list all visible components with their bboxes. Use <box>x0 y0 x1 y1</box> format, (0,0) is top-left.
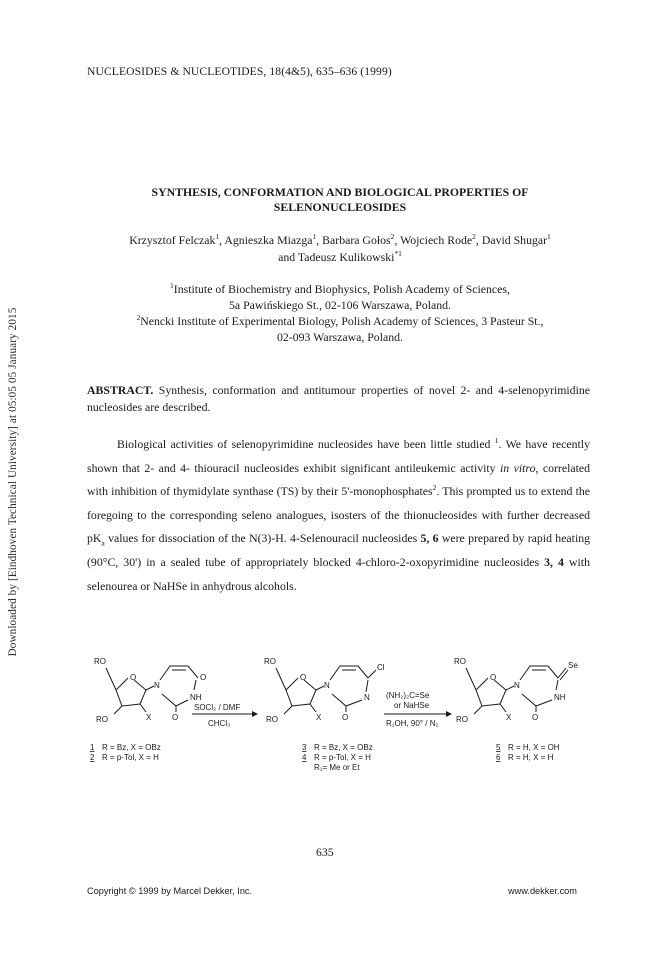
substituent-note: R₁= Me or Et <box>314 763 360 772</box>
structure-3 <box>264 657 385 724</box>
compound-number: 6 <box>496 753 501 762</box>
reagent-label: (NH₂)₂C=Se <box>386 691 430 700</box>
atom-label: O <box>130 673 137 682</box>
reaction-arrow-1 <box>192 703 258 728</box>
author-affiliation-mark: 2 <box>472 232 476 242</box>
author-affiliation-mark: *1 <box>394 249 402 259</box>
author-name: David Shugar <box>481 233 548 247</box>
author-name: Krzysztof Felczak <box>129 233 216 247</box>
title-line-1: SYNTHESIS, CONFORMATION AND BIOLOGICAL PROPERTIES OF <box>151 185 529 199</box>
reference-mark: 2 <box>432 483 437 493</box>
structure-5 <box>454 657 578 724</box>
atom-label: Se <box>568 661 578 670</box>
compound-description: R = Bz, X = OBz <box>314 743 373 752</box>
abstract-text: Synthesis, conformation and antitumour properties of novel 2- and 4-selenopyrimidine nucleosides are described. <box>87 383 590 414</box>
affiliation-1-line-2: 5a Pawińskiego St., 02-106 Warszawa, Poland. <box>229 298 451 312</box>
compound-number: 5, 6 <box>420 531 439 546</box>
author-affiliation-mark: 2 <box>390 232 395 242</box>
reference-mark: 1 <box>494 436 499 446</box>
title-line-2: SELENONUCLEOSIDES <box>273 200 407 214</box>
compound-number: 3, 4 <box>544 554 564 569</box>
author-affiliation-mark: 1 <box>312 232 317 242</box>
reaction-scheme <box>84 650 604 790</box>
abstract-label: ABSTRACT. <box>87 383 154 397</box>
atom-label: RO <box>454 657 466 666</box>
body-text-run: were prepared by rapid heating (90°C, 30') in a sealed tube of appropriately blocked 4-chloro-2-oxopyrimidine nucleosides <box>87 531 591 569</box>
copyright-notice: Copyright © 1999 by Marcel Dekker, Inc. <box>87 886 253 896</box>
atom-label: X <box>146 713 152 722</box>
atom-label: X <box>316 713 322 722</box>
publisher-website: www.dekker.com <box>508 886 577 896</box>
condition-label: R₁OH, 90° / N₂ <box>386 719 439 728</box>
author-affiliation-mark: 1 <box>547 232 551 242</box>
download-watermark <box>6 272 20 692</box>
author-name: Barbara Gołos <box>322 233 391 247</box>
subscript: a <box>101 538 105 548</box>
body-text-run: , correlated with inhibition of thymidylate synthase (TS) by their 5'-monophosphates <box>87 460 590 499</box>
atom-label: RO <box>266 715 278 724</box>
compound-number: 3 <box>302 743 307 752</box>
affiliation-2-line-2: 02-093 Warszawa, Poland. <box>277 330 403 344</box>
compound-number: 1 <box>90 743 95 752</box>
compound-description: R = p-Tol, X = H <box>314 753 371 762</box>
atom-label: O <box>172 713 179 722</box>
affiliation-2-line-1: Nencki Institute of Experimental Biology, Polish Academy of Sciences, 3 Pasteur St., <box>140 314 544 328</box>
compound-number: 2 <box>90 753 95 762</box>
atom-label: NH <box>554 693 566 702</box>
compound-legend <box>90 743 560 772</box>
atom-label: O <box>532 713 539 722</box>
atom-label: N <box>324 681 330 690</box>
body-text-run: . This prompted us to extend the foregoing to the corresponding seleno analogues, isosters of the thionucleosides with further decreased pK <box>87 484 590 546</box>
atom-label: X <box>506 713 512 722</box>
affiliation-mark: 2 <box>136 313 141 323</box>
author-name: Agnieszka Miazga <box>224 233 313 247</box>
compound-description: R = Bz, X = OBz <box>102 743 161 752</box>
reaction-arrow-2 <box>384 691 452 728</box>
atom-label: O <box>342 713 349 722</box>
atom-label: RO <box>96 715 108 724</box>
atom-label: O <box>490 673 497 682</box>
affiliations <box>90 281 590 345</box>
atom-label: O <box>200 673 207 682</box>
atom-label: RO <box>94 657 106 666</box>
affiliation-mark: 1 <box>170 281 174 291</box>
atom-label: RO <box>264 657 276 666</box>
journal-header: NUCLEOSIDES & NUCLEOTIDES, 18(4&5), 635–636 (1999) <box>87 65 392 78</box>
body-text-run: values for dissociation of the N(3)-H. 4-Selenouracil nucleosides <box>104 531 418 546</box>
body-text-run: Biological activities of selenopyrimidine nucleosides have been little studied <box>117 437 491 451</box>
italic-term: in vitro <box>500 460 536 475</box>
atom-label: Cl <box>377 663 385 672</box>
structure-1 <box>94 657 206 724</box>
author-list: Krzysztof Felczak$^1$, Agnieszka Miazga$^1$, Barbara Gołos$^2$, Wojciech Rode$^2$, David Shugar$^1$ and Tadeusz Kulikowski$^{*1}$ <box>129 232 551 264</box>
page-number: 635 <box>316 845 334 859</box>
atom-label: RO <box>456 715 468 724</box>
body-text-run: . We have recently shown that 2- and 4- thiouracil nucleosides exhibit significant antileukemic activity <box>87 437 590 475</box>
atom-label: NH <box>190 693 202 702</box>
body-paragraph <box>87 433 590 598</box>
reagent-label: or NaHSe <box>394 701 430 710</box>
compound-description: R = p-Tol, X = H <box>102 753 159 762</box>
atom-label: N <box>514 681 520 690</box>
atom-label: O <box>300 673 307 682</box>
affiliation-1-line-1: Institute of Biochemistry and Biophysics, Polish Academy of Sciences, <box>173 282 510 296</box>
compound-number: 4 <box>302 753 307 762</box>
body-text-run: with selenourea or NaHSe in anhydrous alcohols. <box>87 554 590 593</box>
atom-label: N <box>364 693 370 702</box>
paper-title <box>90 185 590 215</box>
reagent-label: SOCl₂ / DMF <box>194 703 241 712</box>
compound-number: 5 <box>496 743 501 752</box>
abstract <box>87 382 590 416</box>
download-note: Downloaded by [Eindhoven Technical University] at 05:05 05 January 2015 <box>7 307 19 657</box>
body-text <box>87 433 590 598</box>
author-name: Tadeusz Kulikowski <box>297 250 395 264</box>
author-affiliation-mark: 1 <box>215 232 220 242</box>
compound-description: R = H, X = OH <box>508 743 560 752</box>
solvent-label: CHCl₃ <box>208 719 231 728</box>
atom-label: N <box>154 681 160 690</box>
compound-description: R = H, X = H <box>508 753 554 762</box>
author-name: Wojciech Rode <box>400 233 473 247</box>
